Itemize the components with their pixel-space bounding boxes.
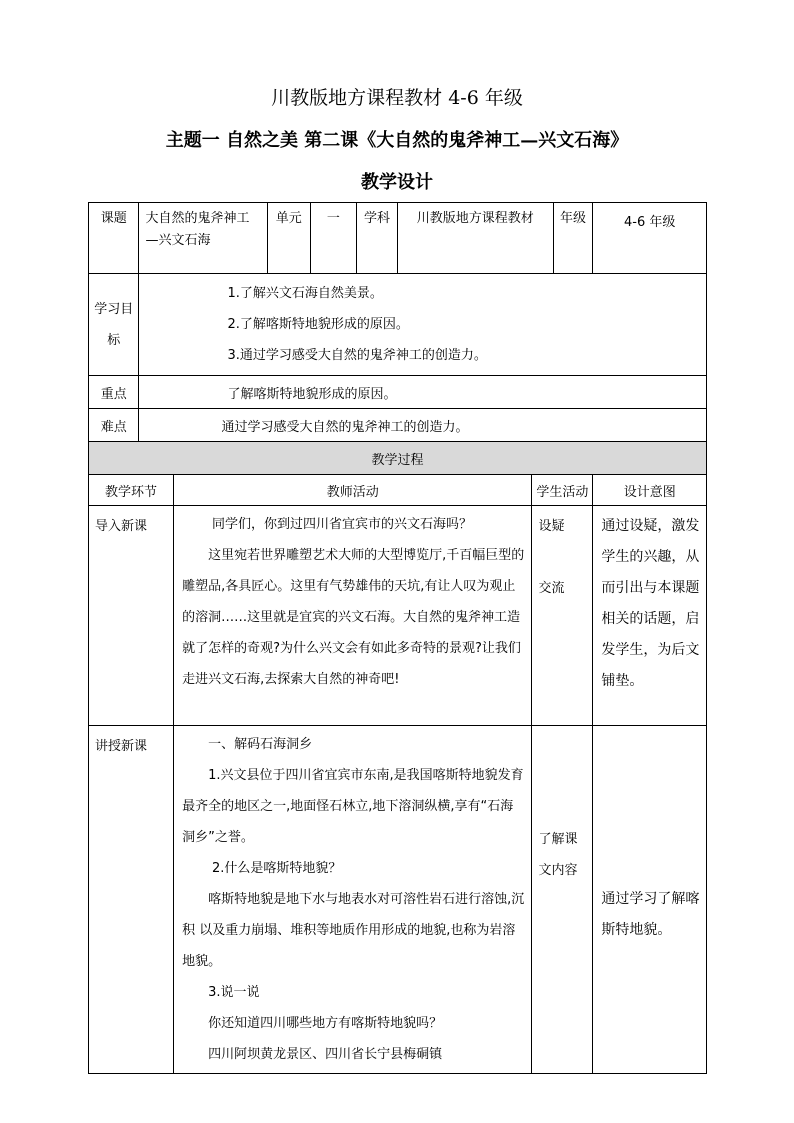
goals-list (139, 274, 707, 376)
process-row-new-lesson (89, 726, 707, 1074)
goals-row (89, 274, 707, 376)
process-row-intro (89, 506, 707, 726)
lesson-plan-table (88, 202, 707, 1074)
teacher-paragraph: 你还知道四川哪些地方有喀斯特地貌吗？ (208, 1016, 443, 1031)
teacher-paragraph: 喀斯特地貌是地下水与地表水对可溶性岩石进行溶蚀,沉积 以及重力崩塌、堆积等地质作用形成的地貌,也称为岩溶地貌。 (182, 892, 525, 969)
teacher-activity-cell (174, 506, 532, 726)
process-header-row (89, 475, 707, 506)
design-intent-cell: 通过学习了解喀斯特地貌。 (593, 726, 707, 1074)
grade-value: 4-6 年级 (593, 203, 707, 274)
unit-value: 一 (310, 203, 356, 274)
key-point-value: 了解喀斯特地貌形成的原因。 (139, 376, 707, 409)
teacher-paragraph: 3.说一说 (208, 985, 260, 1000)
goal-item: 2.了解喀斯特地貌形成的原因。 (227, 317, 409, 332)
topic-label: 课题 (89, 203, 139, 274)
teacher-paragraph: 四川阿坝黄龙景区、四川省长宁县梅硐镇 (208, 1047, 443, 1062)
key-point-row (89, 376, 707, 409)
teacher-paragraph: 一、解码石海洞乡 (208, 737, 313, 752)
student-activity-cell (532, 506, 593, 726)
student-activity-item: 交流 (538, 581, 565, 596)
col-header-teacher: 教师活动 (174, 475, 532, 506)
student-activity-item: 了解课文内容 (538, 832, 578, 878)
teacher-paragraph: 1.兴文县位于四川省宜宾市东南,是我国喀斯特地貌发育最齐全的地区之一,地面怪石林立,地下溶洞纵横,享有“石海洞乡”之誉。 (182, 768, 524, 845)
difficulty-value: 通过学习感受大自然的鬼斧神工的创造力。 (139, 409, 707, 442)
goal-item: 1.了解兴文石海自然美景。 (227, 286, 383, 301)
subject-value: 川教版地方课程教材 (397, 203, 553, 274)
goals-label: 学习目标 (89, 274, 139, 376)
goal-item: 3.通过学习感受大自然的鬼斧神工的创造力。 (227, 348, 487, 363)
col-header-student: 学生活动 (532, 475, 593, 506)
col-header-intent: 设计意图 (593, 475, 707, 506)
student-activity-cell (532, 726, 593, 1074)
stage-cell: 导入新课 (89, 506, 174, 726)
stage-cell: 讲授新课 (89, 726, 174, 1074)
unit-label: 单元 (267, 203, 310, 274)
process-title-row (89, 442, 707, 475)
difficulty-row (89, 409, 707, 442)
teacher-paragraph: 2.什么是喀斯特地貌？ (212, 861, 342, 876)
info-row (89, 203, 707, 274)
design-intent-cell: 通过设疑，激发学生的兴趣，从而引出与本课题相关的话题，启发学生，为后文铺垫。 (593, 506, 707, 726)
process-title: 教学过程 (89, 442, 707, 475)
doc-title-line3: 教学设计 (361, 172, 433, 193)
difficulty-label: 难点 (89, 409, 139, 442)
grade-label: 年级 (553, 203, 593, 274)
col-header-stage: 教学环节 (89, 475, 174, 506)
key-point-label: 重点 (89, 376, 139, 409)
student-activity-item: 设疑 (538, 519, 565, 534)
teacher-paragraph: 同学们，你到过四川省宜宾市的兴文石海吗？ (212, 517, 473, 532)
topic-value: 大自然的鬼斧神工—兴文石海 (139, 203, 267, 274)
teacher-activity-cell (174, 726, 532, 1074)
teacher-paragraph: 这里宛若世界雕塑艺术大师的大型博览厅,千百幅巨型的雕塑品,各具匠心。这里有气势雄伟的天坑,有让人叹为观止的溶洞……这里就是宜宾的兴文石海。大自然的鬼斧神工造就了怎样的奇观?为什么兴文会有如此多奇特的景观?让我们走进兴文石海,去探索大自然的神奇吧! (182, 548, 525, 687)
doc-title-line2: 主题一 自然之美 第二课《大自然的鬼斧神工—兴文石海》 (165, 130, 629, 151)
doc-title-line1: 川教版地方课程教材 4-6 年级 (271, 87, 523, 109)
subject-label: 学科 (356, 203, 397, 274)
